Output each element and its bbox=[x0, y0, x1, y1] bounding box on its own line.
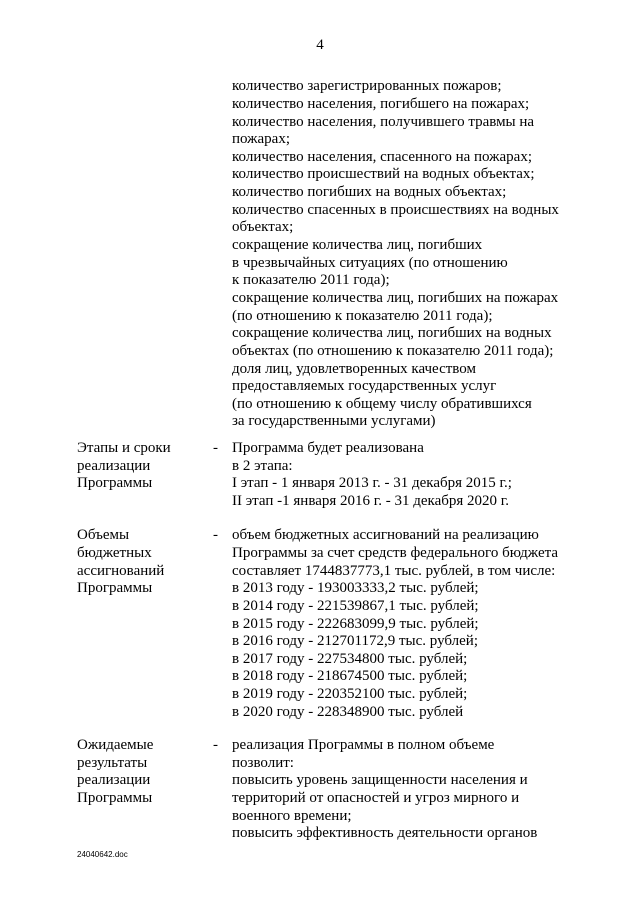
section-label-line: Программы bbox=[77, 475, 153, 491]
section-label-line: Программы bbox=[77, 790, 153, 806]
section-value-line: в 2020 году - 228348900 тыс. рублей bbox=[232, 704, 464, 720]
page-number: 4 bbox=[316, 37, 324, 53]
section-label-line: реализации bbox=[77, 458, 151, 474]
section-label-line: Объемы bbox=[77, 527, 130, 543]
section-dash: - bbox=[213, 440, 218, 456]
section-value-line: II этап -1 января 2016 г. - 31 декабря 2020 г. bbox=[232, 493, 509, 509]
section-value-line: в 2016 году - 212701172,9 тыс. рублей; bbox=[232, 633, 478, 649]
section-label-line: реализации bbox=[77, 772, 151, 788]
section-value-line: в 2015 году - 222683099,9 тыс. рублей; bbox=[232, 616, 479, 632]
section-value-line: в 2 этапа: bbox=[232, 458, 293, 474]
section-value-line: военного времени; bbox=[232, 808, 352, 824]
section-value-line: объем бюджетных ассигнований на реализацию bbox=[232, 527, 539, 543]
indicator-line: (по отношению к показателю 2011 года); bbox=[232, 308, 493, 324]
section-value-line: повысить уровень защищенности населения и bbox=[232, 772, 528, 788]
indicator-line: к показателю 2011 года); bbox=[232, 272, 390, 288]
indicator-line: количество спасенных в происшествиях на водных bbox=[232, 202, 559, 218]
indicator-line: количество населения, получившего травмы на bbox=[232, 114, 535, 130]
section-dash: - bbox=[213, 737, 218, 753]
indicator-line: пожарах; bbox=[232, 131, 291, 147]
indicator-line: (по отношению к общему числу обратившихся bbox=[232, 396, 532, 412]
section-dash: - bbox=[213, 527, 218, 543]
section-value-line: реализация Программы в полном объеме bbox=[232, 737, 495, 753]
indicator-line: количество зарегистрированных пожаров; bbox=[232, 78, 502, 94]
indicator-line: количество населения, спасенного на пожарах; bbox=[232, 149, 532, 165]
section-value-line: в 2018 году - 218674500 тыс. рублей; bbox=[232, 668, 468, 684]
indicator-line: доля лиц, удовлетворенных качеством bbox=[232, 361, 476, 377]
indicator-line: сокращение количества лиц, погибших на водных bbox=[232, 325, 552, 341]
indicator-line: сокращение количества лиц, погибших bbox=[232, 237, 483, 253]
section-value-line: составляет 1744837773,1 тыс. рублей, в том числе: bbox=[232, 563, 556, 579]
indicator-line: количество погибших на водных объектах; bbox=[232, 184, 507, 200]
section-label-line: ассигнований bbox=[77, 563, 165, 579]
section-value-line: в 2014 году - 221539867,1 тыс. рублей; bbox=[232, 598, 479, 614]
section-value-line: в 2019 году - 220352100 тыс. рублей; bbox=[232, 686, 468, 702]
section-value-line: Программа будет реализована bbox=[232, 440, 424, 456]
section-value-line: территорий от опасностей и угроз мирного и bbox=[232, 790, 520, 806]
section-value-line: в 2013 году - 193003333,2 тыс. рублей; bbox=[232, 580, 479, 596]
section-label-line: бюджетных bbox=[77, 545, 152, 561]
indicator-line: объектах; bbox=[232, 219, 294, 235]
indicator-line: объектах (по отношению к показателю 2011 года); bbox=[232, 343, 554, 359]
indicator-line: сокращение количества лиц, погибших на пожарах bbox=[232, 290, 559, 306]
section-value-line: позволит: bbox=[232, 755, 294, 771]
indicator-line: количество населения, погибшего на пожарах; bbox=[232, 96, 530, 112]
section-label-line: Этапы и сроки bbox=[77, 440, 171, 456]
indicator-line: количество происшествий на водных объектах; bbox=[232, 166, 535, 182]
indicator-line: за государственными услугами) bbox=[232, 413, 436, 429]
section-value-line: Программы за счет средств федерального бюджета bbox=[232, 545, 559, 561]
indicator-line: предоставляемых государственных услуг bbox=[232, 378, 497, 394]
section-label-line: Программы bbox=[77, 580, 153, 596]
section-value-line: I этап - 1 января 2013 г. - 31 декабря 2015 г.; bbox=[232, 475, 512, 491]
section-label-line: Ожидаемые bbox=[77, 737, 154, 753]
section-label-line: результаты bbox=[77, 755, 148, 771]
indicator-line: в чрезвычайных ситуациях (по отношению bbox=[232, 255, 508, 271]
section-value-line: повысить эффективность деятельности органов bbox=[232, 825, 538, 841]
footer-filename: 24040642.doc bbox=[77, 850, 128, 859]
section-value-line: в 2017 году - 227534800 тыс. рублей; bbox=[232, 651, 468, 667]
